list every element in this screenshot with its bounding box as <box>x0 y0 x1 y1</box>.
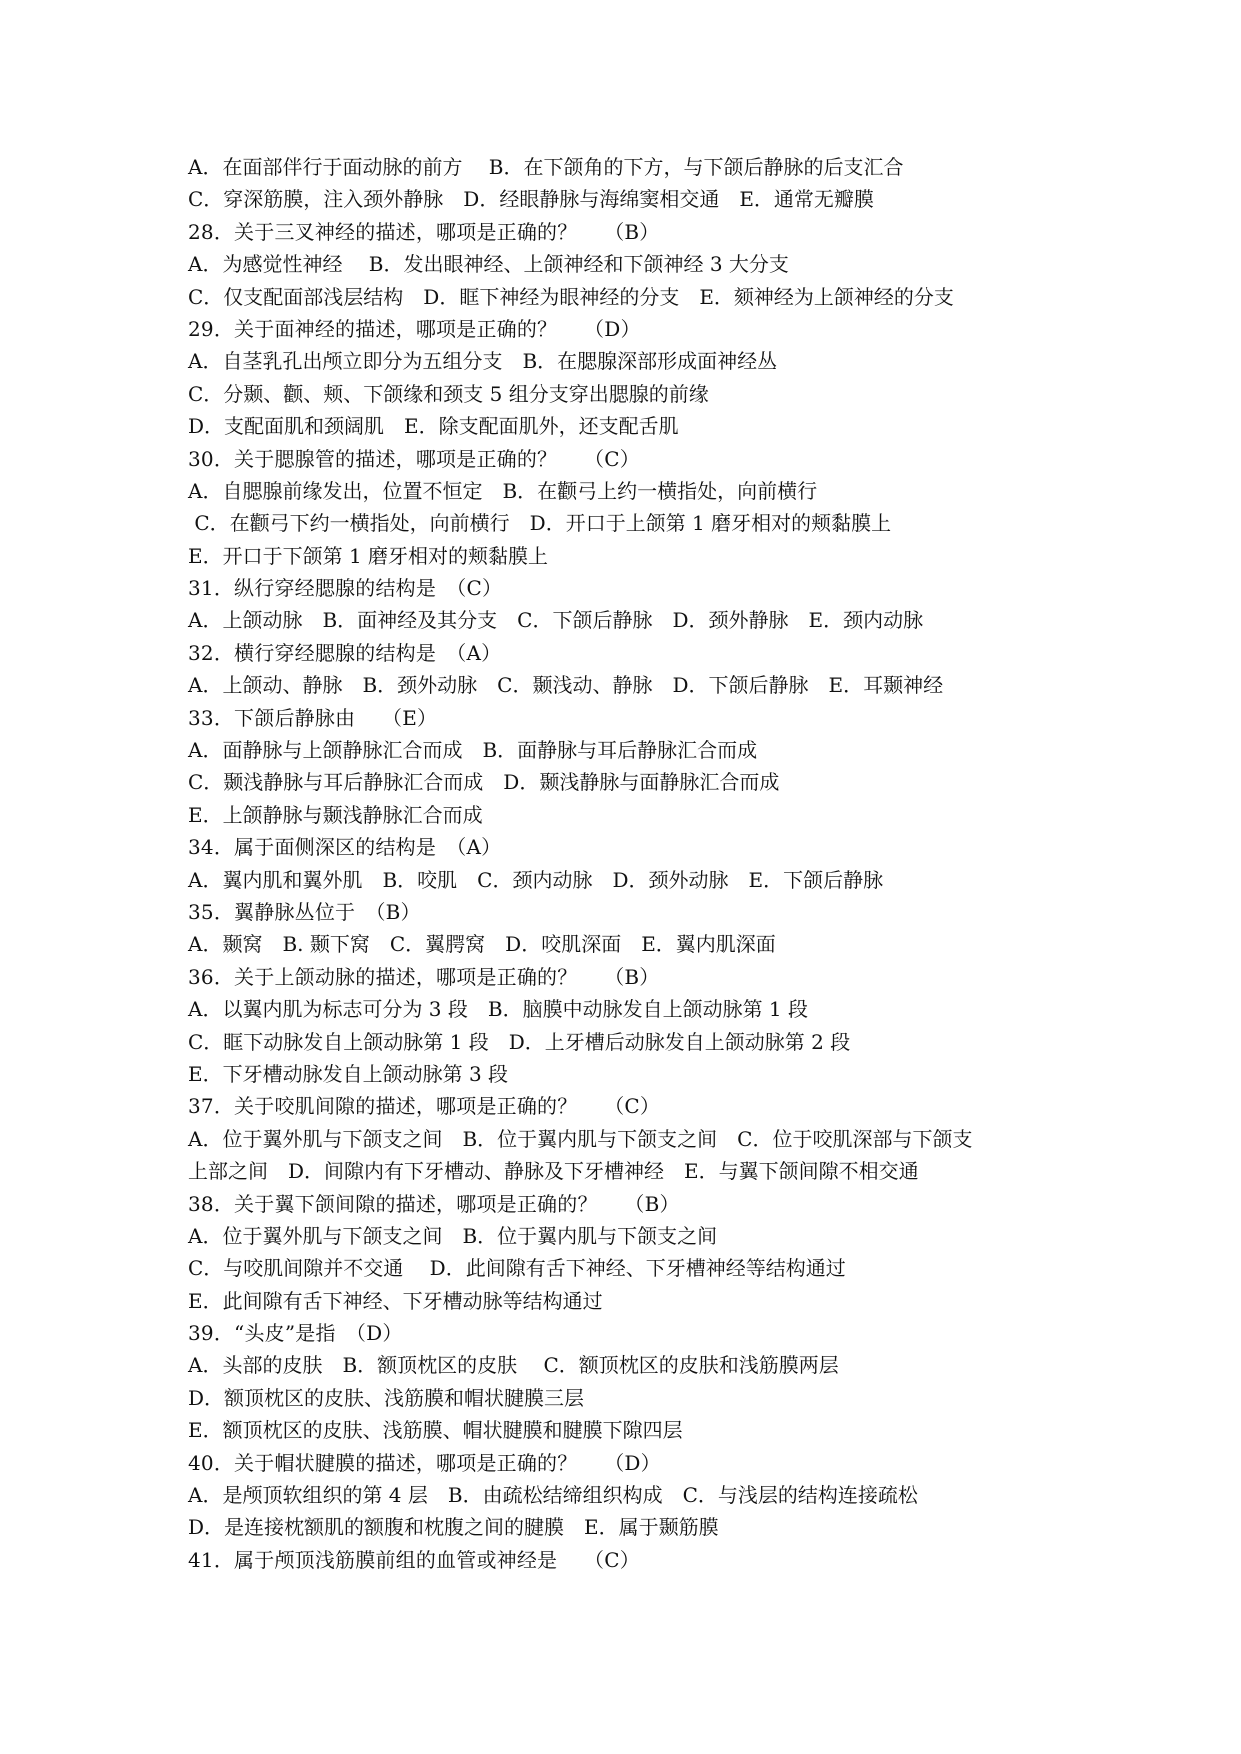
option-line: A．在面部伴行于面动脉的前方 B．在下颌角的下方，与下颌后静脉的后支汇合 <box>188 155 904 179</box>
option-line: 上部之间 D．间隙内有下牙槽动、静脉及下牙槽神经 E．与翼下颌间隙不相交通 <box>188 1159 919 1184</box>
question-35: 35．翼静脉丛位于 （B） <box>188 899 421 924</box>
option-line: C．与咬肌间隙并不交通 D．此间隙有舌下神经、下牙槽神经等结构通过 <box>188 1256 846 1281</box>
option-line: A．头部的皮肤 B．额顶枕区的皮肤 C．额顶枕区的皮肤和浅筋膜两层 <box>188 1353 839 1378</box>
option-line: A．上颌动脉 B．面神经及其分支 C．下颌后静脉 D．颈外静脉 E．颈内动脉 <box>188 608 924 633</box>
question-32: 32．横行穿经腮腺的结构是 （A） <box>188 640 502 665</box>
option-line: C．仅支配面部浅层结构 D．眶下神经为眼神经的分支 E．颏神经为上颌神经的分支 <box>188 284 954 309</box>
option-line: A．翼内肌和翼外肌 B．咬肌 C．颈内动脉 D．颈外动脉 E．下颌后静脉 <box>188 867 884 892</box>
option-line: A．位于翼外肌与下颌支之间 B．位于翼内肌与下颌支之间 <box>188 1223 718 1248</box>
question-29: 29．关于面神经的描述，哪项是正确的？ （D） <box>188 316 641 341</box>
option-line: E．下牙槽动脉发自上颌动脉第 3 段 <box>188 1061 509 1086</box>
question-31: 31．纵行穿经腮腺的结构是 （C） <box>188 576 503 601</box>
option-line: A．是颅顶软组织的第 4 层 B．由疏松结缔组织构成 C．与浅层的结构连接疏松 <box>188 1483 918 1508</box>
question-28: 28．关于三叉神经的描述，哪项是正确的？ （B） <box>188 219 660 244</box>
question-33: 33．下颌后静脉由 （E） <box>188 705 438 730</box>
option-line: C．穿深筋膜，注入颈外静脉 D．经眼静脉与海绵窦相交通 E．通常无瓣膜 <box>188 187 874 212</box>
option-line: E．此间隙有舌下神经、下牙槽动脉等结构通过 <box>188 1288 603 1313</box>
option-line: C．分颞、颧、颊、下颌缘和颈支 5 组分支穿出腮腺的前缘 <box>188 381 709 406</box>
question-39: 39．“头皮”是指 （D） <box>188 1321 403 1346</box>
option-line: C．眶下动脉发自上颌动脉第 1 段 D．上牙槽后动脉发自上颌动脉第 2 段 <box>188 1029 851 1054</box>
question-30: 30．关于腮腺管的描述，哪项是正确的？ （C） <box>188 446 640 471</box>
option-line: C．在颧弓下约一横指处，向前横行 D．开口于上颌第 1 磨牙相对的颊黏膜上 <box>188 511 892 536</box>
option-line: E．开口于下颌第 1 磨牙相对的颊黏膜上 <box>188 543 549 568</box>
option-line: A．上颌动、静脉 B．颈外动脉 C．颞浅动、静脉 D．下颌后静脉 E．耳颞神经 <box>188 673 944 698</box>
option-line: E．额顶枕区的皮肤、浅筋膜、帽状腱膜和腱膜下隙四层 <box>188 1418 683 1443</box>
question-list <box>188 151 1078 1576</box>
option-line: A．面静脉与上颌静脉汇合而成 B．面静脉与耳后静脉汇合而成 <box>188 738 758 763</box>
option-line: A．位于翼外肌与下颌支之间 B．位于翼内肌与下颌支之间 C．位于咬肌深部与下颌支 <box>188 1126 973 1151</box>
option-line: E．上颌静脉与颞浅静脉汇合而成 <box>188 802 483 827</box>
question-37: 37．关于咬肌间隙的描述，哪项是正确的？ （C） <box>188 1094 661 1119</box>
option-line: A．以翼内肌为标志可分为 3 段 B．脑膜中动脉发自上颌动脉第 1 段 <box>188 997 809 1022</box>
option-line: C．颞浅静脉与耳后静脉汇合而成 D．颞浅静脉与面静脉汇合而成 <box>188 770 780 795</box>
question-41: 41．属于颅顶浅筋膜前组的血管或神经是 （C） <box>188 1547 640 1572</box>
question-36: 36．关于上颌动脉的描述，哪项是正确的？ （B） <box>188 964 660 989</box>
option-line: A．为感觉性神经 B．发出眼神经、上颌神经和下颌神经 3 大分支 <box>188 252 789 277</box>
option-line: A．自腮腺前缘发出，位置不恒定 B．在颧弓上约一横指处，向前横行 <box>188 478 818 503</box>
question-34: 34．属于面侧深区的结构是 （A） <box>188 835 502 860</box>
option-line: D．是连接枕额肌的额腹和枕腹之间的腱膜 E．属于颞筋膜 <box>188 1515 719 1540</box>
option-line: D．额顶枕区的皮肤、浅筋膜和帽状腱膜三层 <box>188 1385 585 1410</box>
option-line: A．颞窝 B. 颞下窝 C．翼腭窝 D．咬肌深面 E．翼内肌深面 <box>188 932 776 957</box>
question-40: 40．关于帽状腱膜的描述，哪项是正确的？ （D） <box>188 1450 661 1475</box>
option-line: D．支配面肌和颈阔肌 E．除支配面肌外，还支配舌肌 <box>188 414 679 439</box>
option-line: A．自茎乳孔出颅立即分为五组分支 B．在腮腺深部形成面神经丛 <box>188 349 778 374</box>
question-38: 38．关于翼下颌间隙的描述，哪项是正确的？ （B） <box>188 1191 680 1216</box>
